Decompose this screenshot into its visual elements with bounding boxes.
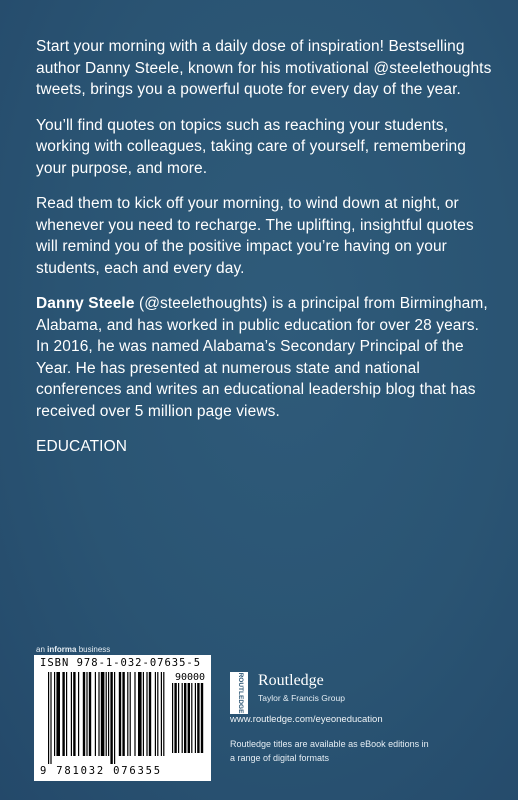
isbn-barcode [34, 655, 211, 781]
informa-suffix: business [76, 645, 111, 654]
author-bio-text: (@steelethoughts) is a principal from Birmingham, Alabama, and has worked in public education for over 28 years. In 2016, he was named Alabama’s Secondary Principal of the Year. He has presented at numerous state and national conferences and writes an educational leadership blog that has received over 5 million page views. [36, 295, 488, 420]
blurb-paragraph-2: You’ll find quotes on topics such as reaching your students, working with colleagues, taking care of yourself, remembering your purpose, and more. [36, 116, 466, 177]
category-label: EDUCATION [36, 438, 128, 455]
publisher-group: Taylor & Francis Group [258, 693, 345, 703]
informa-business-line [36, 645, 110, 654]
informa-brand: informa [47, 645, 77, 654]
publisher-name: Routledge [258, 672, 324, 689]
blurb-paragraph-3: Read them to kick off your morning, to wind down at night, or whenever you need to recharge. The uplifting, insightful quotes will remind you of the positive impact you’re having on your students, each and every day. [36, 195, 474, 277]
author-name: Danny Steele [36, 295, 135, 312]
routledge-logo-icon [230, 672, 248, 714]
price-code: 90000 [174, 672, 206, 683]
blurb-paragraph-1: Start your morning with a daily dose of inspiration! Bestselling author Danny Steele, known for his motivational @steelethoughts tweets, brings you a powerful quote for every day of the year. [36, 38, 492, 98]
publisher-url: www.routledge.com/eyeoneducation [230, 714, 383, 725]
ebook-note: Routledge titles are available as eBook editions in a range of digital formats [230, 739, 429, 763]
author-bio [36, 293, 496, 422]
blurb [36, 36, 496, 472]
barcode-addon-bars-icon [172, 683, 206, 761]
barcode-digits: 9 781032 076355 [40, 765, 162, 777]
informa-prefix: an [36, 645, 48, 654]
barcode-bars-icon [48, 672, 166, 764]
routledge-logo-text: ROUTLEDGE [237, 672, 244, 714]
isbn-text: ISBN 978-1-032-07635-5 [40, 657, 202, 669]
